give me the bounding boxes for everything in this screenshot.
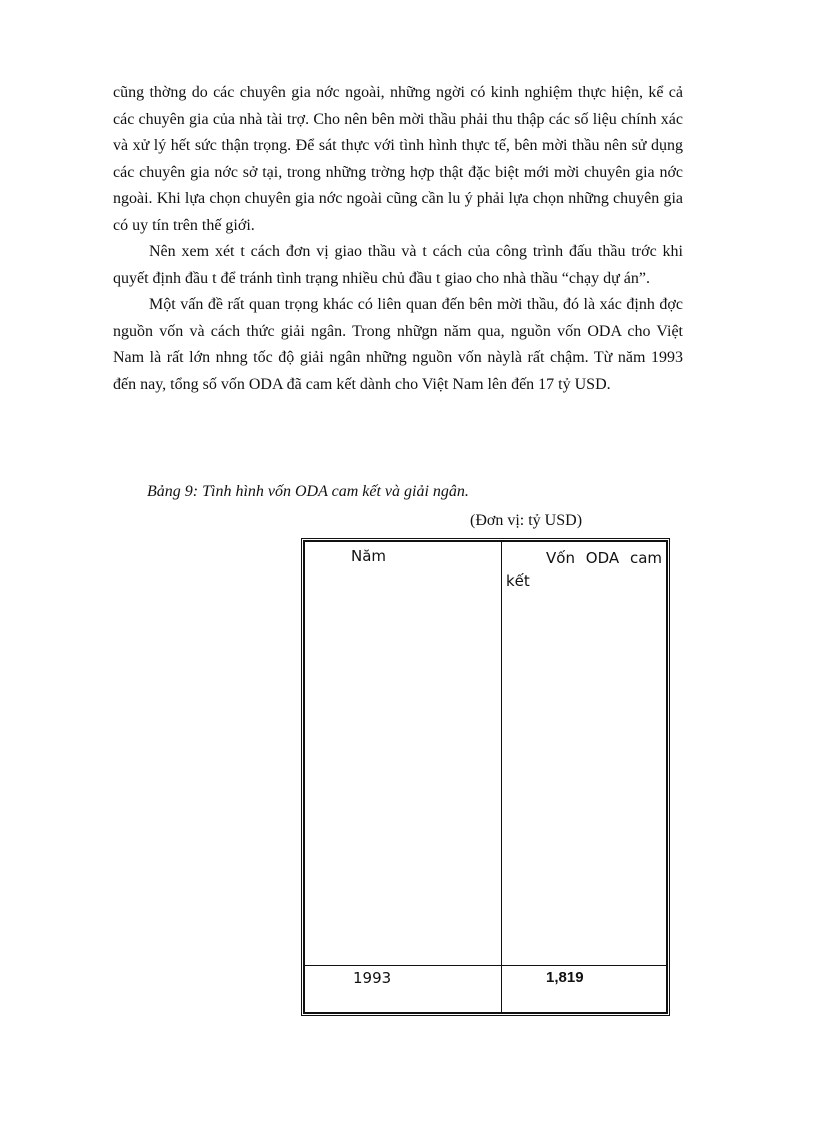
oda-table <box>304 541 667 1013</box>
cell-year <box>305 966 502 1013</box>
header-cell-oda <box>502 542 667 966</box>
table-header-row <box>305 542 667 966</box>
header-cell-year <box>305 542 502 966</box>
oda-table-frame <box>301 538 670 1016</box>
table-unit-label: (Đơn vị: tỷ USD) <box>470 512 583 529</box>
body-text <box>113 80 683 398</box>
header-year-label: Năm <box>351 547 387 565</box>
header-oda-label: Vốn ODA cam kết <box>506 549 662 590</box>
paragraph-3: Một vấn đề rất quan trọng khác có liên quan đến bên mời thầu, đó là xác định đợc nguồn vốn và cách thức giải ngân. Trong nhữgn năm qua, nguồn vốn ODA cho Việt Nam là rất lớn nhng tốc độ giải ngân những nguồn vốn nàylà rất chậm. Từ năm 1993 đến nay, tổng số vốn ODA đã cam kết dành cho Việt Nam lên đến 17 tỷ USD. <box>113 296 683 393</box>
cell-year-value: 1993 <box>353 969 392 987</box>
paragraph-1: cũng thờng do các chuyên gia nớc ngoài, những ngời có kinh nghiệm thực hiện, kể cả các chuyên gia của nhà tài trợ. Cho nên bên mời thầu phải thu thập các số liệu chính xác và xử lý hết sức thận trọng. Để sát thực với tình hình thực tế, bên mời thầu nên sử dụng các chuyên gia nớc sở tại, trong những trờng hợp thật đặc biệt mới mời chuyên gia nớc ngoài. Khi lựa chọn chuyên gia nớc ngoài cũng cần lu ý phải lựa chọn những chuyên gia có uy tín trên thế giới. <box>113 84 683 234</box>
cell-oda-value: 1,819 <box>546 969 584 986</box>
paragraph-2: Nên xem xét t cách đơn vị giao thầu và t cách của công trình đấu thầu trớc khi quyết định đầu t để tránh tình trạng nhiều chủ đầu t giao cho nhà thầu “chạy dự án”. <box>113 243 683 287</box>
cell-oda <box>502 966 667 1013</box>
table-row <box>305 966 667 1013</box>
table-caption: Bảng 9: Tình hình vốn ODA cam kết và giải ngân. <box>147 483 469 500</box>
